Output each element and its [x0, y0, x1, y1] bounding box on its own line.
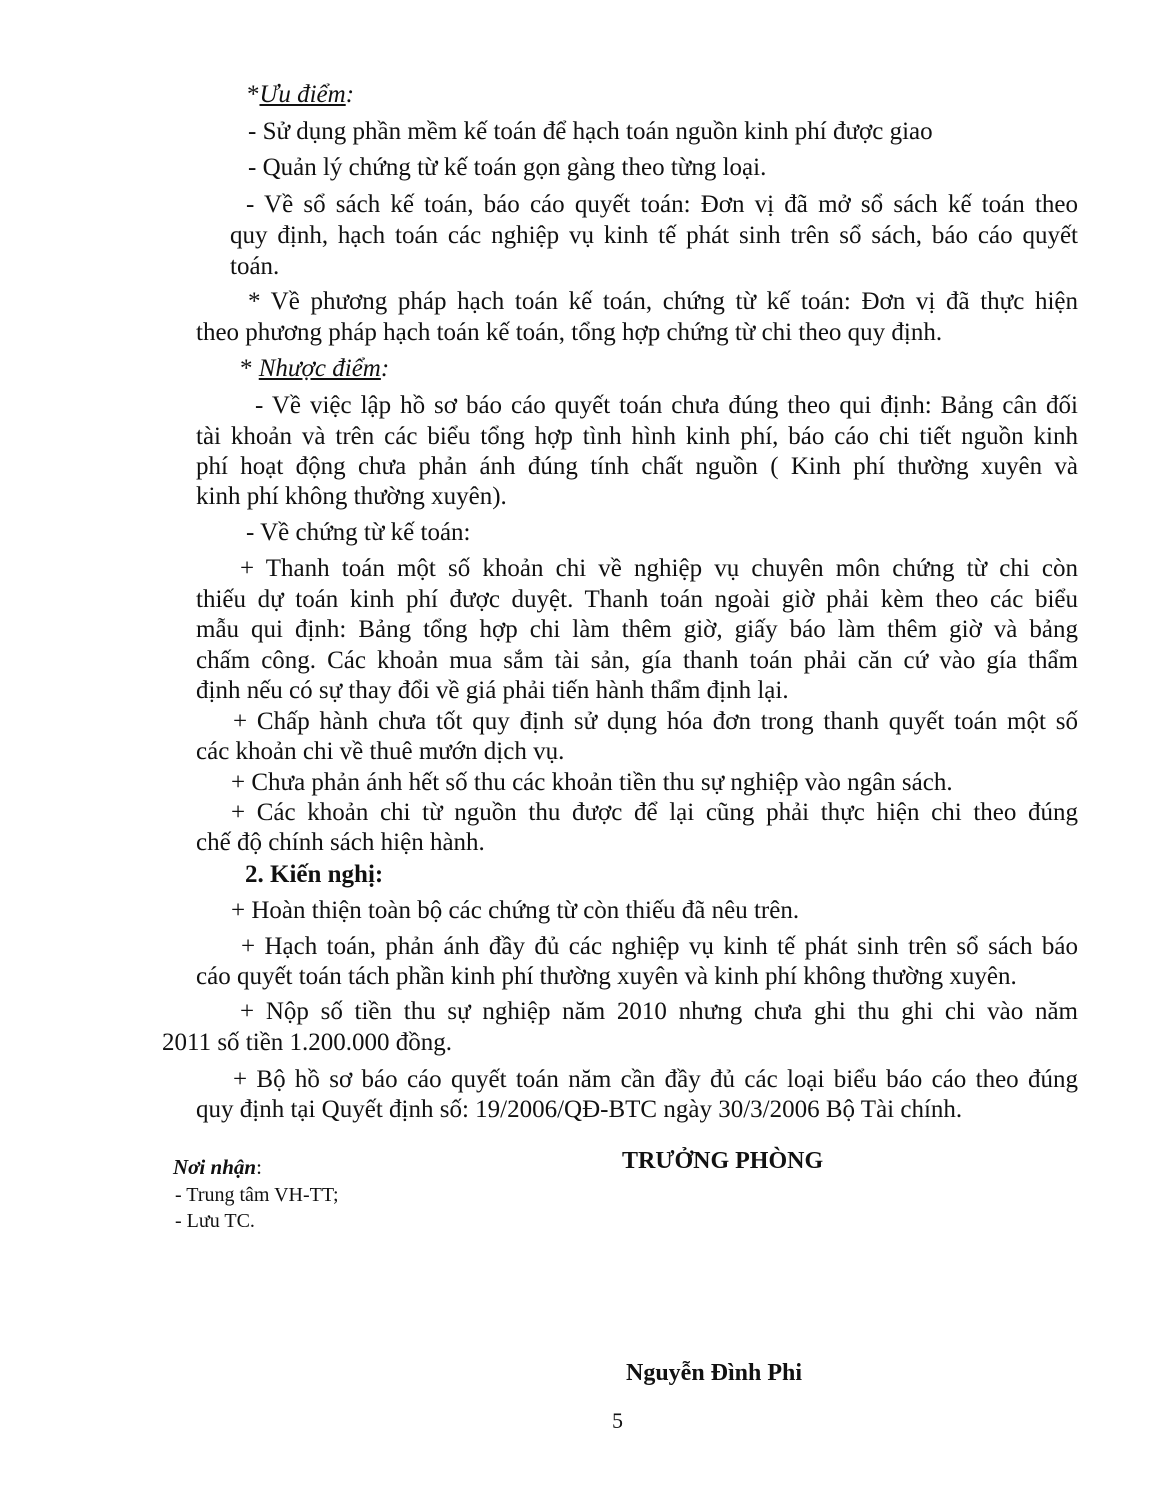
uu-diem-heading: [247, 80, 354, 110]
uu-diem-star: *: [247, 81, 260, 108]
hach-toan-line-2: cáo quyết toán tách phần kinh phí thường xuyên và kinh phí không thường xuyên.: [196, 963, 1017, 990]
thanh-toan-line-1: + Thanh toán một số khoản chi về nghiệp vụ chuyên môn chứng từ chi còn: [240, 555, 1078, 582]
nhuoc-diem-colon: :: [380, 355, 390, 382]
cac-khoan-chi-line-2: chế độ chính sách hiện hành.: [196, 829, 485, 856]
noi-nhan-item-2: - Lưu TC.: [175, 1210, 255, 1232]
nhuoc-diem-heading: [240, 354, 389, 384]
uu-diem-item-2: - Quản lý chứng từ kế toán gọn gàng theo từng loại.: [248, 154, 767, 181]
so-sach-line-2: quy định, hạch toán các nghiệp vụ kinh tế phát sinh trên sổ sách, báo cáo quyết: [230, 222, 1078, 249]
chua-phan-anh: + Chưa phản ánh hết số thu các khoản tiền thu sự nghiệp vào ngân sách.: [231, 769, 953, 796]
hoan-thien: + Hoàn thiện toàn bộ các chứng từ còn thiếu đã nêu trên.: [231, 897, 800, 924]
lap-ho-so-line-1: - Về việc lập hồ sơ báo cáo quyết toán chưa đúng theo qui định: Bảng cân đối: [255, 392, 1078, 419]
nop-so-tien-line-1: + Nộp số tiền thu sự nghiệp năm 2010 nhưng chưa ghi thu ghi chi vào năm: [240, 998, 1078, 1025]
noi-nhan-heading: [173, 1152, 262, 1182]
noi-nhan-item-1: - Trung tâm VH-TT;: [175, 1184, 339, 1206]
lap-ho-so-line-3: phí hoạt động chưa phản ánh đúng tính chất nguồn ( Kinh phí thường xuyên và: [196, 453, 1078, 480]
so-sach-line-1: - Về sổ sách kế toán, báo cáo quyết toán: Đơn vị đã mở sổ sách kế toán theo: [246, 191, 1078, 218]
lap-ho-so-line-4: kinh phí không thường xuyên).: [196, 483, 507, 510]
chap-hanh-line-2: các khoản chi về thuê mướn dịch vụ.: [196, 738, 565, 765]
chung-tu-heading: - Về chứng từ kế toán:: [246, 519, 471, 546]
page-number: 5: [612, 1408, 623, 1433]
nhuoc-diem-heading-text: Nhược điểm: [258, 355, 381, 382]
signature-name: Nguyễn Đình Phi: [626, 1360, 803, 1386]
uu-diem-item-1: - Sử dụng phần mềm kế toán để hạch toán nguồn kinh phí được giao: [248, 118, 933, 145]
so-sach-line-3: toán.: [230, 253, 280, 280]
cac-khoan-chi-line-1: + Các khoản chi từ nguồn thu được để lại cũng phải thực hiện chi theo đúng: [231, 799, 1078, 826]
signature-title: TRƯỞNG PHÒNG: [622, 1148, 824, 1174]
chap-hanh-line-1: + Chấp hành chưa tốt quy định sử dụng hóa đơn trong thanh quyết toán một số: [233, 708, 1078, 735]
uu-diem-heading-text: Ưu điểm: [259, 81, 346, 108]
lap-ho-so-line-2: tài khoản và trên các biểu tổng hợp tình hình kinh phí, báo cáo chi tiết nguồn kinh: [196, 423, 1078, 450]
bo-ho-so-line-1: + Bộ hồ sơ báo cáo quyết toán năm cần đầy đủ các loại biểu báo cáo theo đúng: [233, 1066, 1078, 1093]
hach-toan-line-1: + Hạch toán, phản ánh đầy đủ các nghiệp vụ kinh tế phát sinh trên sổ sách báo: [241, 933, 1078, 960]
nop-so-tien-line-2: 2011 số tiền 1.200.000 đồng.: [162, 1029, 453, 1056]
phuong-phap-line-1: * Về phương pháp hạch toán kế toán, chứng từ kế toán: Đơn vị đã thực hiện: [248, 288, 1078, 315]
uu-diem-colon: :: [345, 81, 355, 108]
thanh-toan-line-4: chấm công. Các khoản mua sắm tài sản, gía thanh toán phải căn cứ vào gía thẩm: [196, 647, 1078, 674]
thanh-toan-line-3: mẫu qui định: Bảng tổng hợp chi làm thêm giờ, giấy báo làm thêm giờ và bảng: [196, 616, 1078, 643]
noi-nhan-colon: :: [256, 1155, 262, 1179]
nhuoc-diem-star: *: [240, 355, 259, 382]
phuong-phap-line-2: theo phương pháp hạch toán kế toán, tổng hợp chứng từ chi theo quy định.: [196, 319, 943, 346]
thanh-toan-line-5: định nếu có sự thay đổi về giá phải tiến hành thẩm định lại.: [196, 677, 789, 704]
thanh-toan-line-2: thiếu dự toán kinh phí được duyệt. Thanh toán ngoài giờ phải kèm theo các biểu: [196, 586, 1078, 613]
noi-nhan-label: Nơi nhận: [173, 1155, 257, 1179]
kien-nghi-heading: 2. Kiến nghị:: [245, 861, 384, 888]
bo-ho-so-line-2: quy định tại Quyết định số: 19/2006/QĐ-BTC ngày 30/3/2006 Bộ Tài chính.: [196, 1096, 963, 1123]
